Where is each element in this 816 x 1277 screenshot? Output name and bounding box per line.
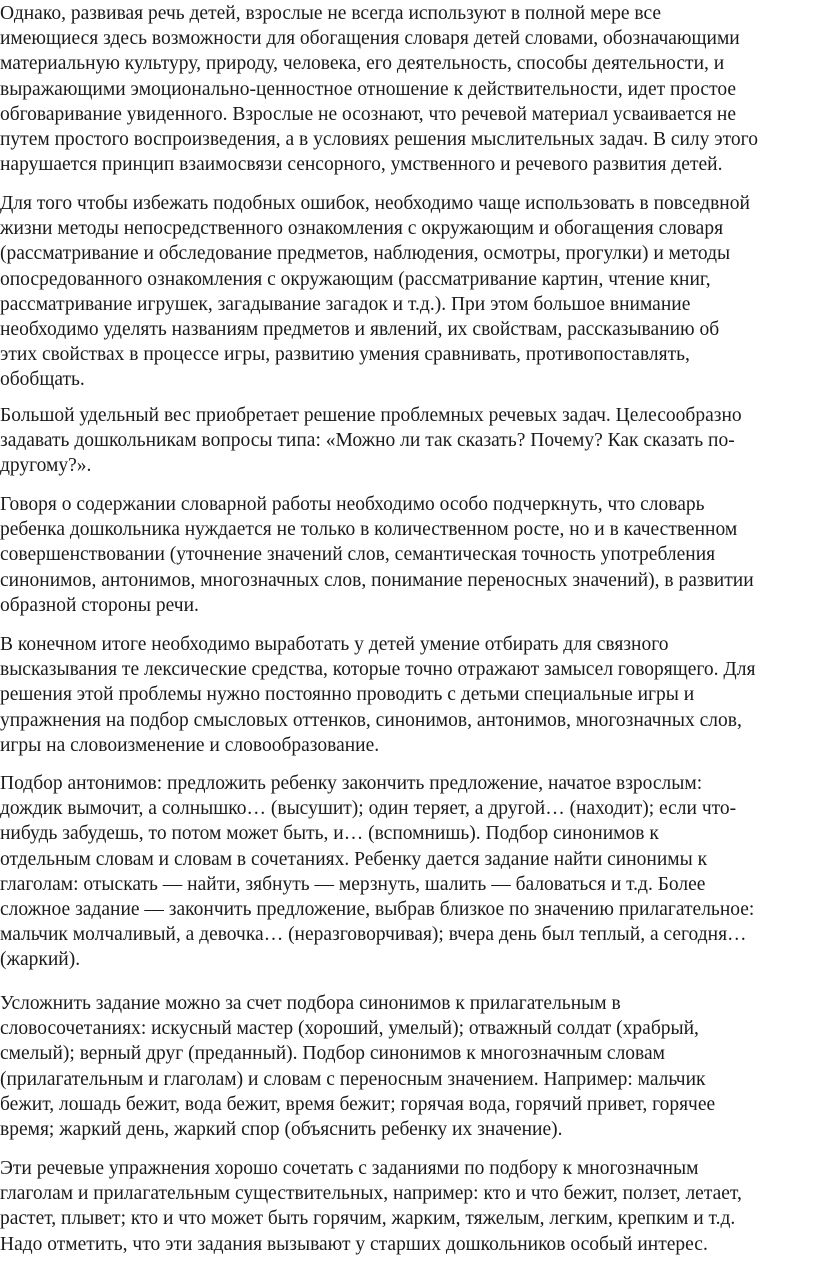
text-line: высказывания те лексические средства, которые точно отражают замысел говорящего. Для [0,659,756,681]
text-line: материальную культуру, природу, человека, его деятельность, способы деятельности, и [0,53,725,75]
text-line: Надо отметить, что эти задания вызывают у старших дошкольников особый интерес. [0,1233,708,1255]
text-line: В конечном итоге необходимо выработать у детей умение отбирать для связного [0,634,669,655]
text-line: Большой удельный вес приобретает решение проблемных речевых задач. Целесообразно [0,405,742,426]
text-line: время; жаркий день, жаркий спор (объяснить ребенку их значение). [0,1119,563,1141]
text-line: растет, плывет; кто и что может быть горячим, жарким, тяжелым, легким, крепким и т.д. [0,1208,736,1230]
text-line: Для того чтобы избежать подобных ошибок, необходимо чаще использовать в повседвной [0,193,750,214]
paragraph [0,191,750,393]
text-line: ребенка дошкольника нуждается не только в количественном росте, но и в качественном [0,519,738,541]
text-line: синонимов, антонимов, многозначных слов, понимание переносных значений), в развитии [0,569,754,591]
text-line: игры на словоизменение и словообразование. [0,734,380,756]
text-line: (жаркий). [0,949,81,971]
text-line: задавать дошкольникам вопросы типа: «Можно ли так сказать? Почему? Как сказать по- [0,430,735,452]
text-line: образной стороны речи. [0,594,199,616]
text-line: выражающими эмоционально-ценностное отношение к действительности, идет простое [0,78,736,100]
text-line: дождик вымочит, а солнышко… (высушит); один теряет, а другой… (находит); если что- [0,798,737,820]
text-line: мальчик молчаливый, а девочка… (неразговорчивая); вчера день был теплый, а сегодня… [0,924,747,946]
text-line: решения этой проблемы нужно постоянно проводить с детьми специальные игры и [0,684,695,706]
text-line: сложное задание — закончить предложение, выбрав близкое по значению прилагательное: [0,899,755,921]
paragraph [0,632,755,758]
text-line: нарушается принцип взаимосвязи сенсорного, умственного и речевого развития детей. [0,154,723,176]
paragraph [0,403,742,479]
text-line: Подбор антонимов: предложить ребенку закончить предложение, начатое взрослым: [0,773,703,794]
text-line: Однако, развивая речь детей, взрослые не всегда используют в полной мере все [0,3,662,24]
text-line: Усложнить задание можно за счет подбора синонимов к прилагательным в [0,993,621,1014]
paragraph [0,991,715,1142]
text-line: глаголам и прилагательным существительных, например: кто и что бежит, ползет, летает, [0,1183,742,1205]
text-line: нибудь забудешь, то потом может быть, и… (вспомнишь). Подбор синонимов к [0,823,659,845]
text-line: (прилагательным и глаголам) и словам с переносным значением. Например: мальчик [0,1068,706,1090]
text-line: Эти речевые упражнения хорошо сочетать с заданиями по подбору к многозначным [0,1158,699,1179]
text-line: словосочетаниях: искусный мастер (хороший, умелый); отважный солдат (храбрый, [0,1018,699,1040]
text-line: обобщать. [0,369,85,391]
text-line: имеющиеся здесь возможности для обогащения словаря детей словами, обозначающими [0,28,740,50]
text-line: совершенствовании (уточнение значений слов, семантическая точность употребления [0,544,716,566]
text-line: глаголам: отыскать — найти, зябнуть — мерзнуть, шалить — баловаться и т.д. Более [0,873,706,895]
text-line: необходимо уделять названиям предметов и явлений, их свойствам, рассказыванию об [0,319,720,341]
text-line: этих свойствах в процессе игры, развитию умения сравнивать, противопоставлять, [0,344,690,366]
text-line: рассматривание игрушек, загадывание загадок и т.д.). При этом большое внимание [0,293,691,315]
paragraph [0,771,754,973]
paragraph [0,1156,742,1257]
text-line: путем простого воспроизведения, а в условиях решения мыслительных задач. В силу этого [0,129,758,151]
text-line: (рассматривание и обследование предметов, наблюдения, осмотры, прогулки) и методы [0,243,731,265]
paragraph [0,492,754,618]
text-line: бежит, лошадь бежит, вода бежит, время бежит; горячая вода, горячий привет, горячее [0,1093,716,1115]
text-line: Говоря о содержании словарной работы необходимо особо подчеркнуть, что словарь [0,494,705,515]
text-line: отдельным словам и словам в сочетаниях. Ребенку дается задание найти синонимы к [0,848,708,870]
paragraph [0,1,758,177]
text-line: обговаривание увиденного. Взрослые не осознают, что речевой материал усваивается не [0,103,736,125]
text-line: жизни методы непосредственного ознакомления с окружающим и обогащения словаря [0,218,724,240]
text-line: упражнения на подбор смысловых оттенков, синонимов, антонимов, многозначных слов, [0,709,742,731]
text-line: другому?». [0,455,92,477]
text-line: опосредованного ознакомления с окружающим (рассматривание картин, чтение книг, [0,268,711,290]
text-line: смелый); верный друг (преданный). Подбор синонимов к многозначным словам [0,1043,665,1065]
